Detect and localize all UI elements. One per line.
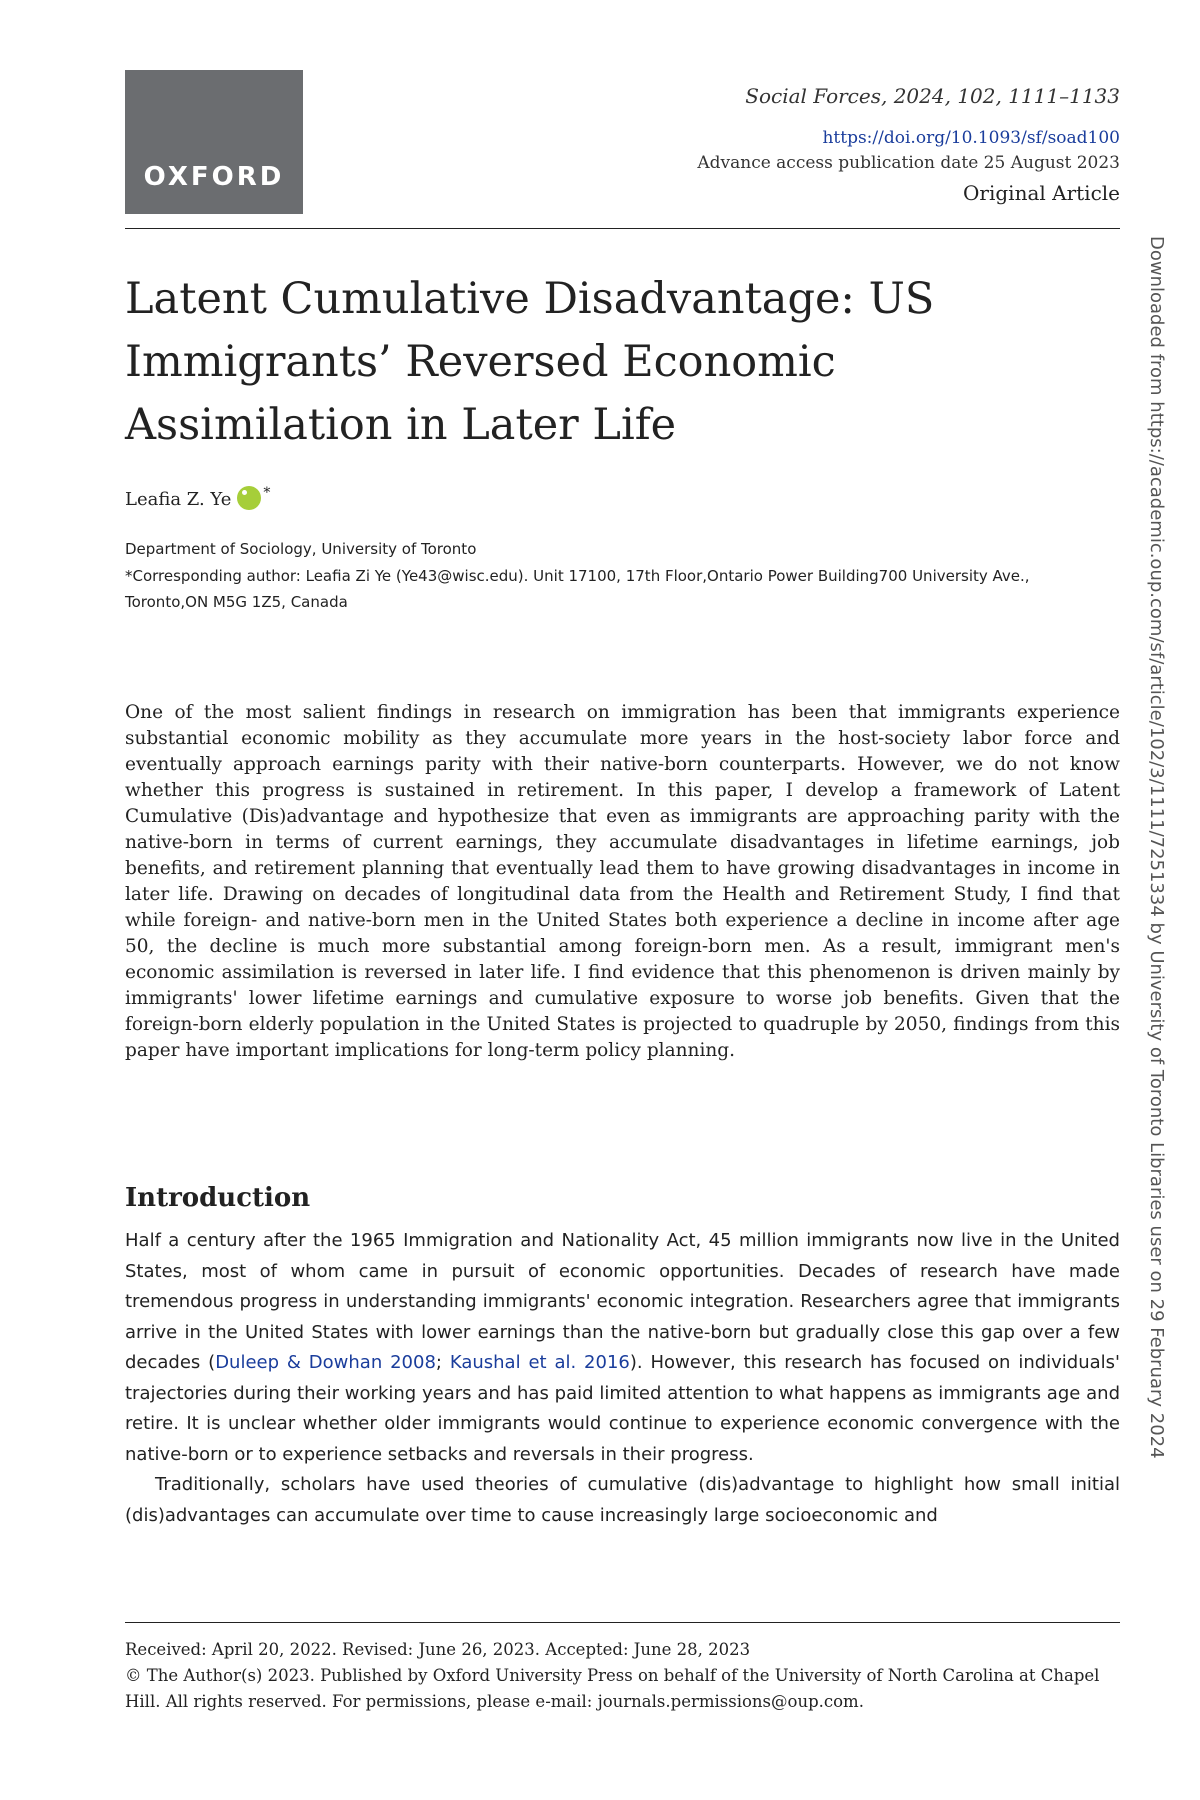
abstract-text: One of the most salient findings in research on immigration has been that immigrants experience substantial economic mobility as they accumulate more years in the host-society labor force and eventually approach earnings parity with their native-born counterparts. However, we do not know whether this progress is sustained in retirement. In this paper, I develop a framework of Latent Cumulative (Dis)advantage and hypothesize that even as immigrants are approaching parity with the native-born in terms of current earnings, they accumulate disadvantages in lifetime earnings, job benefits, and retirement planning that eventually lead them to have growing disadvantages in income in later life. Drawing on decades of longitudinal data from the Health and Retirement Study, I find that while foreign- and native-born men in the United States both experience a decline in income after age 50, the decline is much more substantial among foreign-born men. As a result, immigrant men's economic assimilation is reversed in later life. I find evidence that this phenomenon is driven mainly by immigrants' lower lifetime earnings and cumulative exposure to worse job benefits. Given that the foreign-born elderly population in the United States is projected to quadruple by 2050, findings from this paper have important implications for long-term policy planning.	[125, 702, 1120, 1061]
author-name[interactable]: Leafia Z. Ye	[125, 488, 232, 510]
corresponding-author-info: *Corresponding author: Leafia Zi Ye (Ye43@wisc.edu). Unit 17100, 17th Floor,Ontario Power Building700 University Ave., Toronto,ON M5G 1Z5, Canada	[125, 567, 1030, 611]
introduction-body	[125, 1226, 1120, 1531]
intro-paragraph-1	[125, 1226, 1120, 1470]
intro-paragraph-2: Traditionally, scholars have used theories of cumulative (dis)advantage to highlight how small initial (dis)advantages can accumulate over time to cause increasingly large socioeconomic and	[125, 1474, 1120, 1526]
header-divider	[125, 228, 1120, 229]
article-type: Original Article	[963, 181, 1120, 205]
download-watermark: Downloaded from https://academic.oup.com/sf/article/102/3/1111/7251334 by University of Toronto Libraries user on 29 February 2024	[1146, 236, 1167, 1459]
citation-kaushal[interactable]: Kaushal et al. 2016	[449, 1352, 630, 1373]
citation-separator: ;	[435, 1352, 450, 1373]
author-affiliation: Department of Sociology, University of Toronto	[125, 540, 477, 558]
intro-text: ). However, this research has focused on individuals' trajectories during their working years and has paid limited attention to what happens as immigrants age and retire. It is unclear whether older immigrants would continue to experience economic convergence with the native-born or to experience setbacks and reversals in their progress.	[125, 1352, 1120, 1465]
corresponding-author-mark: *	[263, 485, 271, 501]
article-footer	[125, 1637, 1120, 1715]
author-line	[125, 487, 270, 511]
advance-access-date: Advance access publication date 25 August 2023	[697, 153, 1120, 173]
footer-divider	[125, 1622, 1120, 1623]
copyright-notice: © The Author(s) 2023. Published by Oxford University Press on behalf of the University of North Carolina at Chapel Hill. All rights reserved. For permissions, please e-mail: journals.permissions@oup.com.	[125, 1666, 1100, 1711]
publication-dates: Received: April 20, 2022. Revised: June 26, 2023. Accepted: June 28, 2023	[125, 1640, 751, 1659]
citation-duleep-dowhan[interactable]: Duleep & Dowhan 2008	[215, 1352, 436, 1373]
section-heading-introduction: Introduction	[125, 1183, 311, 1213]
doi-link[interactable]: https://doi.org/10.1093/sf/soad100	[822, 128, 1120, 148]
intro-text: Half a century after the 1965 Immigration and Nationality Act, 45 million immigrants now live in the United States, most of whom came in pursuit of economic opportunities. Decades of research have made tremendous progress in understanding immigrants' economic integration. Researchers agree that immigrants arrive in the United States with lower earnings than the native-born but gradually close this gap over a few decades (	[125, 1230, 1120, 1373]
publisher-logo[interactable]	[125, 70, 303, 214]
journal-citation: Social Forces, 2024, 102, 1111–1133	[745, 84, 1120, 108]
article-title: Latent Cumulative Disadvantage: US Immigrants’ Reversed Economic Assimilation in Later Life	[125, 274, 935, 450]
publisher-logo-text: OXFORD	[143, 162, 285, 192]
orcid-icon[interactable]	[237, 486, 261, 510]
